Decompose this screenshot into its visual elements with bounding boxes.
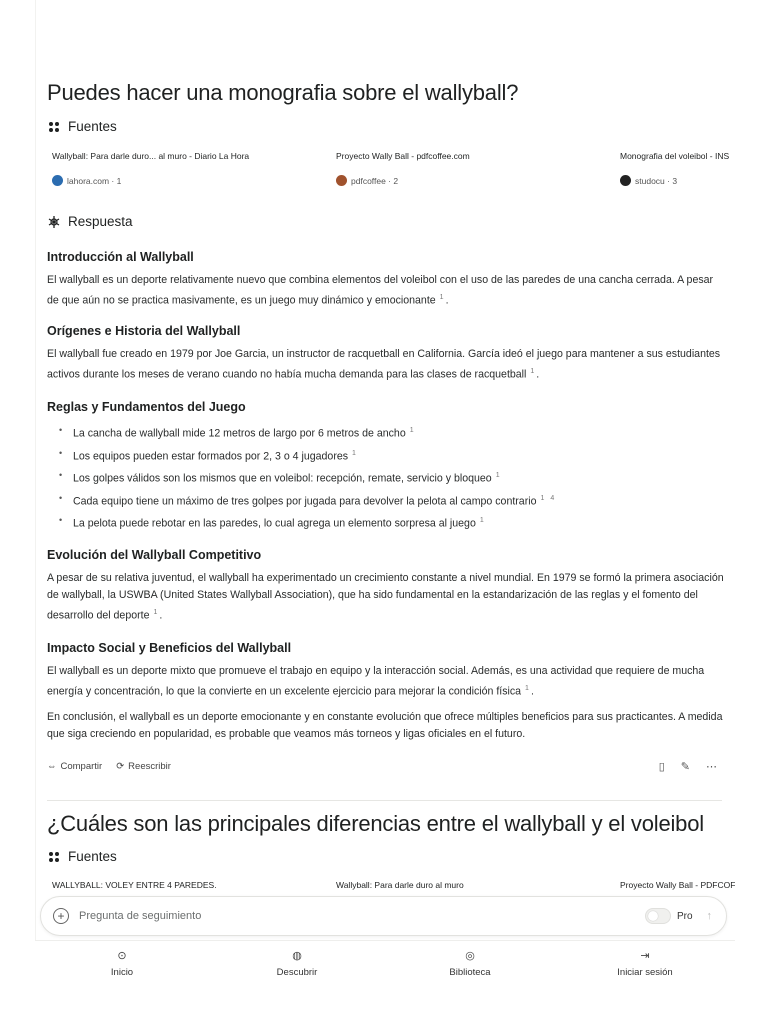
source-site: lahora.com · 1 xyxy=(67,175,122,186)
sources-label: Fuentes xyxy=(68,849,117,864)
section-heading: Reglas y Fundamentos del Juego xyxy=(47,400,246,414)
rewrite-button[interactable] xyxy=(116,761,171,772)
share-icon: ⇔ xyxy=(47,760,57,772)
source-title: Proyecto Wally Ball - PDFCOF xyxy=(620,880,735,890)
section-heading: Orígenes e Historia del Wallyball xyxy=(47,324,241,338)
sources-icon xyxy=(47,850,61,864)
list-item: • Los golpes válidos son los mismos que en voleibol: recepción, remate, servicio y bloqueo $^1$ xyxy=(47,467,727,490)
citation[interactable]: 1 xyxy=(495,472,500,479)
source-card-2[interactable] xyxy=(336,880,606,890)
citation[interactable]: 1 xyxy=(352,449,356,457)
nav-label: Iniciar sesión xyxy=(617,967,673,978)
answer-section-rules xyxy=(47,400,727,535)
section-heading: Evolución del Wallyball Competitivo xyxy=(47,548,262,562)
nav-item-inicio[interactable] xyxy=(72,949,172,978)
citation[interactable]: 1 xyxy=(153,609,158,616)
send-arrow-icon[interactable]: ↑ xyxy=(706,910,712,922)
share-button[interactable] xyxy=(47,761,102,772)
citation[interactable]: 4 xyxy=(550,494,555,502)
citation[interactable]: 1 xyxy=(530,368,535,375)
sign-in-icon: ⇥ xyxy=(640,950,650,962)
copy-icon[interactable]: ▯ xyxy=(658,760,665,773)
home-icon: ⊙ xyxy=(117,950,127,962)
section-heading: Introducción al Wallyball xyxy=(47,250,194,264)
answer-section-intro xyxy=(47,250,727,310)
nav-label: Biblioteca xyxy=(449,967,491,978)
source-site: pdfcoffee · 2 xyxy=(351,175,399,186)
nav-item-descubrir[interactable] xyxy=(247,949,347,978)
studocu-favicon-icon xyxy=(620,175,631,186)
answer-section-origins xyxy=(47,324,727,384)
library-icon: ◎ xyxy=(465,950,475,962)
rules-list xyxy=(47,422,727,535)
pdfcoffee-favicon-icon xyxy=(336,175,347,186)
plus-icon[interactable]: + xyxy=(53,908,69,924)
source-card-2[interactable] xyxy=(336,151,606,186)
nav-item-biblioteca[interactable] xyxy=(420,949,520,978)
answer-section-evolution xyxy=(47,548,727,625)
citation[interactable]: 1 xyxy=(525,685,529,692)
source-title: WALLYBALL: VOLEY ENTRE 4 PAREDES. xyxy=(52,880,217,890)
share-label: Compartir xyxy=(60,760,103,772)
answer-section-impact xyxy=(47,641,727,701)
source-site: studocu · 3 xyxy=(635,175,678,186)
sources-row xyxy=(47,151,735,191)
citation[interactable]: 1 xyxy=(409,427,414,434)
section-heading: Impacto Social y Beneficios del Wallyball xyxy=(47,641,292,655)
list-item: • Los equipos pueden estar formados por 2, 3 o 4 jugadores $^1$ xyxy=(47,445,727,468)
followup-input[interactable]: Pregunta de seguimiento xyxy=(79,910,202,922)
thread-page xyxy=(35,0,735,990)
nav-label: Inicio xyxy=(110,967,134,978)
source-title: Proyecto Wally Ball - pdfcoffee.com xyxy=(336,151,470,161)
sources-header xyxy=(47,119,117,134)
section-paragraph: El wallyball fue creado en 1979 por Joe Garcia, un instructor de racquetball en California. García ideó el juego para mantener a sus estudiantes activos durante los meses de verano cuando no había mucha demanda para las clases de racquetball $^1$ . xyxy=(47,348,721,381)
source-card-3[interactable] xyxy=(620,880,735,890)
rewrite-label: Reescribir xyxy=(128,760,171,772)
list-item: • Cada equipo tiene un máximo de tres golpes por jugada para devolver la pelota al campo contrario $^1$ $^4$ xyxy=(47,490,727,513)
citation[interactable]: 1 xyxy=(479,517,484,524)
question-title: Puedes hacer una monografia sobre el wallyball? xyxy=(47,80,519,105)
section-paragraph: A pesar de su relativa juventud, el wallyball ha experimentado un crecimiento constante a nivel mundial. En 1979 se formó la primera asociación de wallyball, la USWBA (United States Wallyball Association), que ha sido fundamental en la estandarización de las reglas y el fomento del desarrollo del deporte $^1$ . xyxy=(47,572,724,622)
more-icon[interactable]: ⋯ xyxy=(706,760,717,773)
pro-label: Pro xyxy=(676,910,693,922)
answer-actions xyxy=(47,758,717,774)
section-paragraph: El wallyball es un deporte mixto que promueve el trabajo en equipo y la interacción social. Además, es una actividad que requiere de mucha energía y concentración, lo que la convierte en un excelente ejercicio para mejorar la condición física $^1$ . xyxy=(47,665,705,698)
edit-icon[interactable]: ✎ xyxy=(680,760,690,773)
sources-header xyxy=(47,849,117,864)
source-card-3[interactable] xyxy=(620,151,735,186)
source-title: Wallyball: Para darle duro al muro xyxy=(336,880,464,890)
source-title: Monografia del voleibol - INS xyxy=(620,151,730,161)
followup-bar[interactable] xyxy=(40,896,727,936)
lahora-favicon-icon xyxy=(52,175,63,186)
answer-header xyxy=(47,214,133,229)
section-paragraph: En conclusión, el wallyball es un deporte emocionante y en constante evolución que ofrece múltiples beneficios para sus practicantes. A medida que siga creciendo en popularidad, es probable que veamos más torneos y ligas oficiales en el futuro. xyxy=(47,711,723,740)
answer-icon xyxy=(47,215,61,229)
citation[interactable]: 1 xyxy=(540,494,545,502)
globe-icon: ◍ xyxy=(292,950,302,962)
answer-section-conclusion xyxy=(47,709,727,743)
source-card-1[interactable] xyxy=(52,880,322,890)
citation[interactable]: 1 xyxy=(439,294,444,301)
pro-toggle[interactable] xyxy=(645,908,671,924)
source-title: Wallyball: Para darle duro... al muro - Diario La Hora xyxy=(52,151,250,161)
rewrite-icon: ⟳ xyxy=(116,760,125,772)
source-card-1[interactable] xyxy=(52,151,322,186)
list-item: • La pelota puede rebotar en las paredes, lo cual agrega un elemento sorpresa al juego $^1$ xyxy=(47,512,727,535)
question-title: ¿Cuáles son las principales diferencias entre el wallyball y el voleibol xyxy=(47,811,704,836)
nav-label: Descubrir xyxy=(276,967,318,978)
section-paragraph: El wallyball es un deporte relativamente nuevo que combina elementos del voleibol con el uso de las paredes de una cancha cerrada. A pesar de que aún no se practica masivamente, es un juego muy dinámico y emocionante $^1$ . xyxy=(47,274,714,307)
bottom-nav xyxy=(35,940,735,990)
answer-label: Respuesta xyxy=(68,214,133,229)
list-item: • La cancha de wallyball mide 12 metros de largo por 6 metros de ancho $^1$ xyxy=(47,422,727,445)
thread-divider xyxy=(47,800,722,801)
sources-icon xyxy=(47,120,61,134)
nav-item-iniciar-sesion[interactable] xyxy=(595,949,695,978)
sources-label: Fuentes xyxy=(68,119,117,134)
